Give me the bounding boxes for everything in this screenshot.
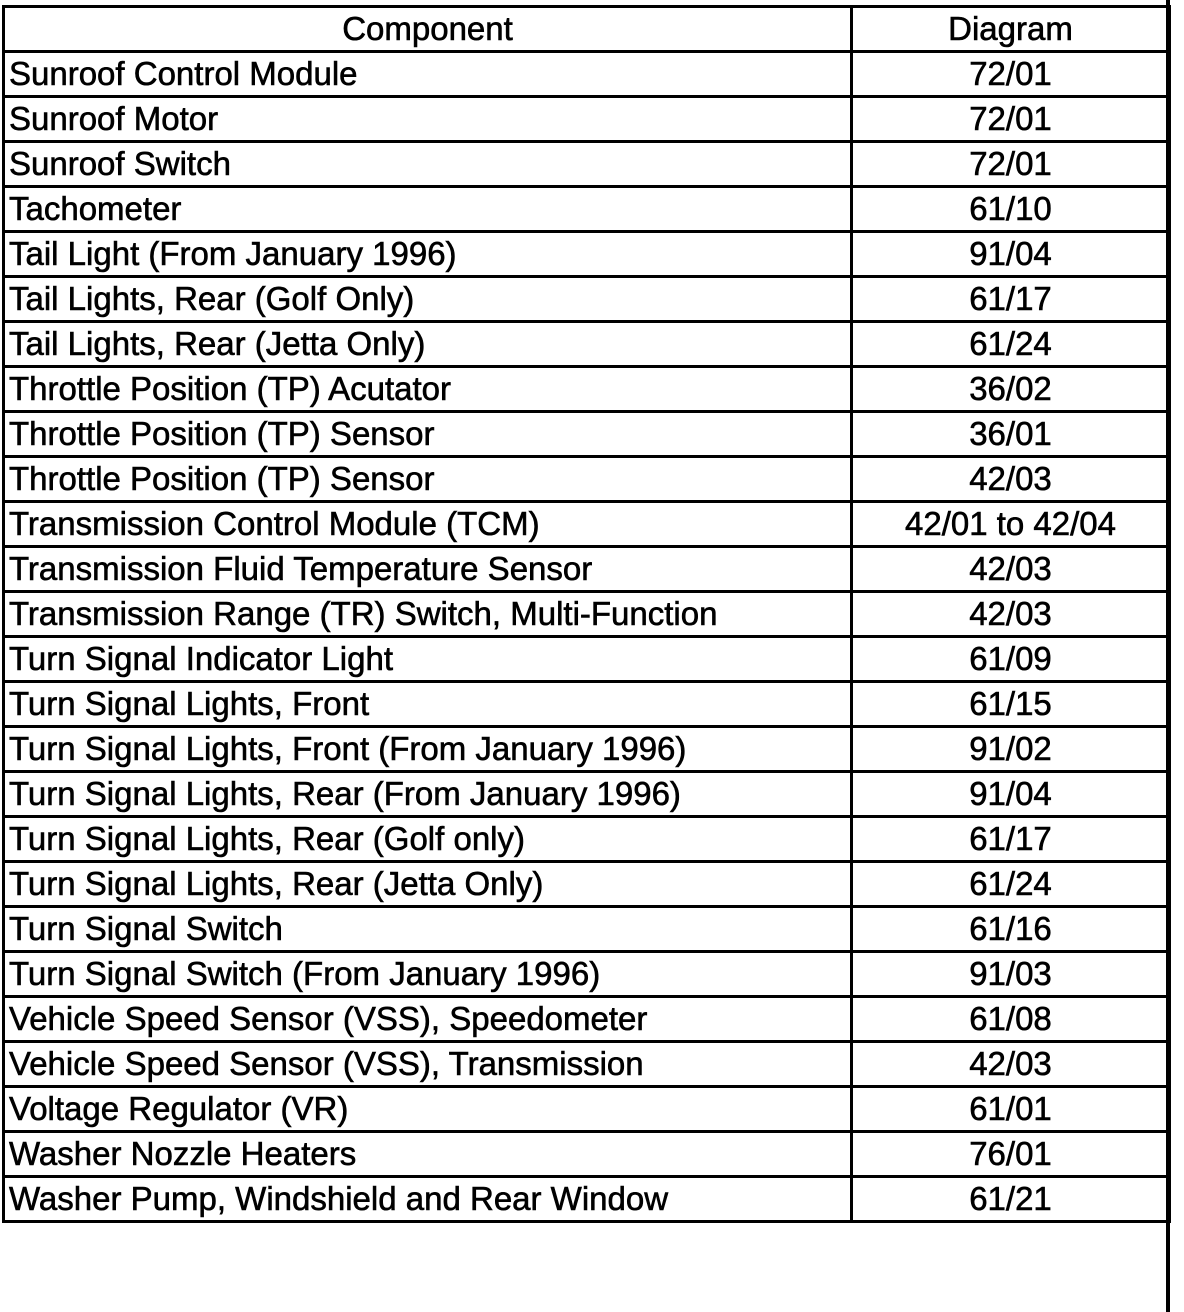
table-row — [4, 1087, 1170, 1132]
diagram-cell: 61/24 — [852, 862, 1170, 907]
diagram-cell: 42/03 — [852, 547, 1170, 592]
diagram-cell: 72/01 — [852, 52, 1170, 97]
table-row — [4, 232, 1170, 277]
table-row — [4, 862, 1170, 907]
component-cell: Turn Signal Lights, Rear (Jetta Only) — [4, 862, 852, 907]
component-cell: Sunroof Motor — [4, 97, 852, 142]
component-cell: Turn Signal Indicator Light — [4, 637, 852, 682]
table-row — [4, 817, 1170, 862]
diagram-cell: 61/16 — [852, 907, 1170, 952]
table-row — [4, 592, 1170, 637]
component-cell: Washer Pump, Windshield and Rear Window — [4, 1177, 852, 1222]
table-row — [4, 772, 1170, 817]
component-cell: Transmission Control Module (TCM) — [4, 502, 852, 547]
table-row — [4, 952, 1170, 997]
diagram-cell: 61/17 — [852, 817, 1170, 862]
diagram-cell: 91/03 — [852, 952, 1170, 997]
diagram-cell: 72/01 — [852, 142, 1170, 187]
table-row — [4, 52, 1170, 97]
component-cell: Washer Nozzle Heaters — [4, 1132, 852, 1177]
diagram-cell: 61/09 — [852, 637, 1170, 682]
component-cell: Sunroof Control Module — [4, 52, 852, 97]
component-cell: Throttle Position (TP) Sensor — [4, 457, 852, 502]
table-row — [4, 727, 1170, 772]
table-row — [4, 412, 1170, 457]
component-cell: Turn Signal Lights, Rear (From January 1996) — [4, 772, 852, 817]
table-row — [4, 547, 1170, 592]
component-cell: Voltage Regulator (VR) — [4, 1087, 852, 1132]
component-cell: Throttle Position (TP) Sensor — [4, 412, 852, 457]
component-cell: Turn Signal Switch (From January 1996) — [4, 952, 852, 997]
table-row — [4, 1177, 1170, 1222]
component-cell: Throttle Position (TP) Acutator — [4, 367, 852, 412]
table-row — [4, 1132, 1170, 1177]
table-row — [4, 682, 1170, 727]
diagram-cell: 91/04 — [852, 232, 1170, 277]
component-cell: Tail Lights, Rear (Golf Only) — [4, 277, 852, 322]
component-cell: Tachometer — [4, 187, 852, 232]
component-cell: Transmission Fluid Temperature Sensor — [4, 547, 852, 592]
component-diagram-table — [2, 5, 1171, 1223]
column-header-component: Component — [4, 7, 852, 52]
table-row — [4, 142, 1170, 187]
table-row — [4, 187, 1170, 232]
diagram-cell: 91/02 — [852, 727, 1170, 772]
component-cell: Vehicle Speed Sensor (VSS), Speedometer — [4, 997, 852, 1042]
diagram-cell: 61/24 — [852, 322, 1170, 367]
diagram-cell: 61/21 — [852, 1177, 1170, 1222]
table-header-row — [4, 7, 1170, 52]
component-cell: Vehicle Speed Sensor (VSS), Transmission — [4, 1042, 852, 1087]
diagram-cell: 61/10 — [852, 187, 1170, 232]
diagram-cell: 61/01 — [852, 1087, 1170, 1132]
component-cell: Turn Signal Lights, Front — [4, 682, 852, 727]
component-cell: Turn Signal Lights, Rear (Golf only) — [4, 817, 852, 862]
diagram-cell: 42/03 — [852, 1042, 1170, 1087]
table-row — [4, 97, 1170, 142]
diagram-cell: 61/08 — [852, 997, 1170, 1042]
diagram-cell: 91/04 — [852, 772, 1170, 817]
diagram-cell: 72/01 — [852, 97, 1170, 142]
table-row — [4, 502, 1170, 547]
component-cell: Turn Signal Lights, Front (From January 1996) — [4, 727, 852, 772]
table-row — [4, 637, 1170, 682]
diagram-cell: 61/17 — [852, 277, 1170, 322]
table-row — [4, 997, 1170, 1042]
component-diagram-table-container — [2, 5, 1168, 1223]
diagram-cell: 42/01 to 42/04 — [852, 502, 1170, 547]
diagram-cell: 76/01 — [852, 1132, 1170, 1177]
component-cell: Tail Light (From January 1996) — [4, 232, 852, 277]
diagram-cell: 36/02 — [852, 367, 1170, 412]
component-cell: Sunroof Switch — [4, 142, 852, 187]
column-header-diagram: Diagram — [852, 7, 1170, 52]
table-row — [4, 1042, 1170, 1087]
component-cell: Turn Signal Switch — [4, 907, 852, 952]
table-row — [4, 322, 1170, 367]
component-cell: Transmission Range (TR) Switch, Multi-Function — [4, 592, 852, 637]
diagram-cell: 42/03 — [852, 592, 1170, 637]
table-row — [4, 457, 1170, 502]
table-row — [4, 907, 1170, 952]
diagram-cell: 42/03 — [852, 457, 1170, 502]
table-row — [4, 277, 1170, 322]
diagram-cell: 36/01 — [852, 412, 1170, 457]
diagram-cell: 61/15 — [852, 682, 1170, 727]
component-cell: Tail Lights, Rear (Jetta Only) — [4, 322, 852, 367]
table-row — [4, 367, 1170, 412]
table-body — [4, 52, 1170, 1222]
